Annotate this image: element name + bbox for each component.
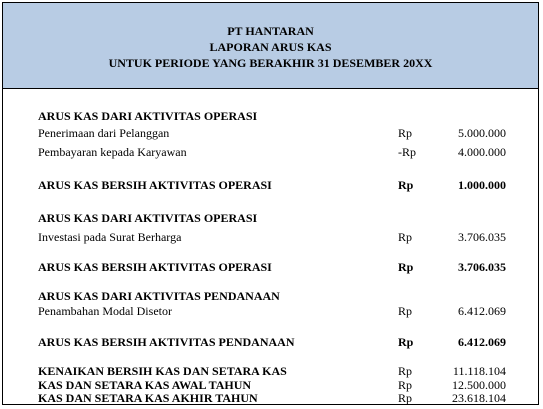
summary-amount: 23.618.104 (452, 391, 506, 405)
summary-label: KAS DAN SETARA KAS AWAL TAHUN (38, 378, 252, 392)
section-heading: ARUS KAS DARI AKTIVITAS OPERASI (38, 211, 258, 225)
report-header (3, 3, 538, 89)
total-amount: 1.000.000 (458, 178, 506, 192)
section-heading: ARUS KAS DARI AKTIVITAS OPERASI (38, 109, 258, 123)
line-item-amount: 6.412.069 (458, 304, 506, 318)
line-item (3, 145, 538, 159)
total-label: ARUS KAS BERSIH AKTIVITAS PENDANAAN (38, 335, 295, 349)
summary-currency: Rp (398, 364, 413, 378)
report-body (3, 89, 538, 404)
summary-amount: 11.118.104 (452, 364, 506, 378)
summary-currency: Rp (398, 378, 413, 392)
line-item-label: Penerimaan dari Pelanggan (38, 126, 170, 140)
line-item-label: Investasi pada Surat Berharga (38, 230, 182, 244)
line-item-label: Penambahan Modal Disetor (38, 304, 172, 318)
line-item-currency: -Rp (398, 145, 416, 159)
line-item-currency: Rp (398, 230, 413, 244)
summary-label: KENAIKAN BERSIH KAS DAN SETARA KAS (38, 364, 287, 378)
section-heading: ARUS KAS DARI AKTIVITAS PENDANAAN (38, 289, 280, 303)
total-label: ARUS KAS BERSIH AKTIVITAS OPERASI (38, 178, 272, 192)
report-period: UNTUK PERIODE YANG BERAKHIR 31 DESEMBER 20XX (108, 56, 433, 70)
summary-row (3, 378, 538, 392)
total-amount: 6.412.069 (458, 335, 506, 349)
line-item-currency: Rp (398, 304, 413, 318)
line-item (3, 230, 538, 244)
total-currency: Rp (398, 335, 414, 349)
company-name: PT HANTARAN (227, 24, 314, 38)
section-total (3, 178, 538, 192)
cash-flow-statement (2, 2, 539, 405)
summary-amount: 12.500.000 (452, 378, 506, 392)
line-item-amount: 3.706.035 (458, 230, 506, 244)
summary-currency: Rp (398, 391, 413, 405)
summary-row (3, 364, 538, 378)
total-currency: Rp (398, 260, 414, 274)
line-item-amount: 4.000.000 (458, 145, 506, 159)
total-currency: Rp (398, 178, 414, 192)
total-amount: 3.706.035 (458, 260, 506, 274)
line-item-amount: 5.000.000 (458, 126, 506, 140)
section-total (3, 260, 538, 274)
report-title: LAPORAN ARUS KAS (209, 40, 332, 54)
line-item-currency: Rp (398, 126, 413, 140)
total-label: ARUS KAS BERSIH AKTIVITAS OPERASI (38, 260, 272, 274)
section-total (3, 335, 538, 349)
line-item (3, 304, 538, 318)
summary-label: KAS DAN SETARA KAS AKHIR TAHUN (38, 391, 258, 405)
summary-row (3, 391, 538, 405)
line-item (3, 126, 538, 140)
line-item-label: Pembayaran kepada Karyawan (38, 145, 187, 159)
